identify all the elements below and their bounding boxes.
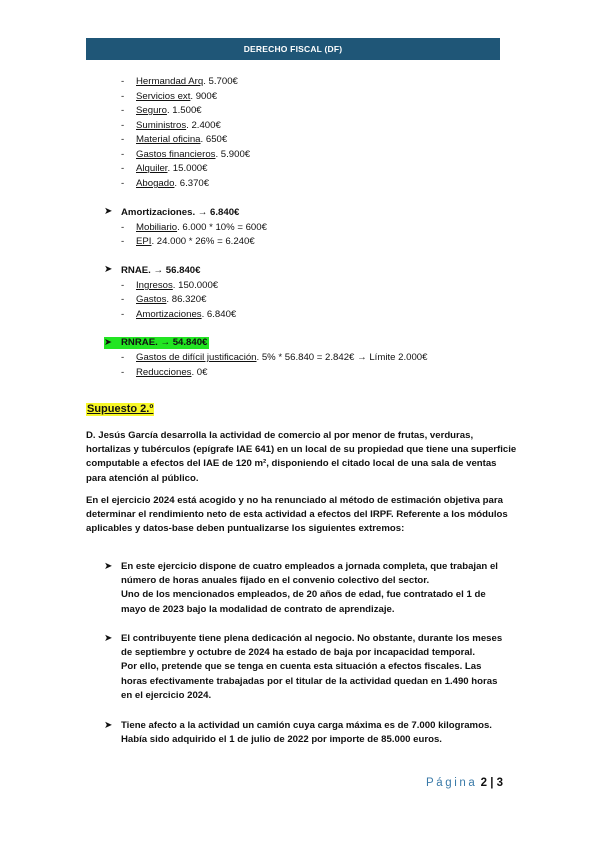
list-item: - Seguro. 1.500€	[121, 105, 202, 116]
list-item: - Amortizaciones. 6.840€	[121, 309, 237, 320]
section-heading: RNAE. → 56.840€	[121, 265, 201, 276]
list-item: - EPI. 24.000 * 26% = 6.240€	[121, 236, 255, 247]
dash-icon: -	[121, 222, 125, 233]
list-item: - Gastos de difícil justificación. 5% * 56.840 = 2.842€ → Límite 2.000€	[121, 352, 428, 363]
list-item: - Hermandad Arq. 5.700€	[121, 76, 238, 87]
list-item: - Mobiliario. 6.000 * 10% = 600€	[121, 222, 267, 233]
list-item: - Gastos financieros. 5.900€	[121, 149, 251, 160]
arrowhead-bullet-icon: ➤	[104, 206, 113, 217]
bullet-text: El contribuyente tiene plena dedicación al negocio. No obstante, durante los meses de septiembre y octubre de 2024 ha estado de baja por incapacidad temporal.	[121, 633, 503, 659]
section-heading: RNRAE. → 54.840€	[121, 337, 208, 348]
arrowhead-bullet-icon: ➤	[104, 633, 113, 644]
bullet-text: Uno de los mencionados empleados, de 20 años de edad, fue contratado el 1 de mayo de 2023 bajo la modalidad de contrato de aprendizaje.	[121, 589, 486, 615]
dash-icon: -	[121, 120, 125, 131]
paragraph: D. Jesús García desarrolla la actividad de comercio al por menor de frutas, verduras, hortalizas y tubérculos (epígrafe IAE 641) en un local de su propiedad que tiene una superficie computable a efectos del IAE de 120 m², disponiendo el citado local de una sala de ventas para atención al público.	[86, 430, 517, 484]
dash-icon: -	[121, 294, 125, 305]
list-item: - Gastos. 86.320€	[121, 294, 207, 305]
paragraph: En el ejercicio 2024 está acogido y no ha renunciado al método de estimación objetiva para determinar el rendimiento neto de esta actividad a efectos del IRPF. Referente a los módulos aplicables y datos-base deben puntualizarse los siguientes extremos:	[86, 495, 508, 535]
bullet-text: En este ejercicio dispone de cuatro empleados a jornada completa, que trabajan el número de horas anuales fijado en el convenio colectivo del sector.	[121, 561, 498, 587]
dash-icon: -	[121, 105, 125, 116]
dash-icon: -	[121, 352, 125, 363]
list-item: - Servicios ext. 900€	[121, 91, 218, 102]
header-title: DERECHO FISCAL (DF)	[243, 44, 343, 54]
arrowhead-bullet-icon: ➤	[104, 561, 113, 572]
highlighted-section	[104, 337, 209, 349]
list-item: - Abogado. 6.370€	[121, 178, 210, 189]
list-item	[121, 560, 509, 617]
list-item	[121, 719, 509, 747]
arrowhead-bullet-icon: ➤	[104, 337, 113, 348]
supuesto-title: Supuesto 2.º	[87, 403, 154, 415]
dash-icon: -	[121, 163, 125, 174]
arrowhead-bullet-icon: ➤	[104, 720, 113, 731]
dash-icon: -	[121, 280, 125, 291]
dash-icon: -	[121, 367, 125, 378]
list-item: - Suministros. 2.400€	[121, 120, 221, 131]
dash-icon: -	[121, 134, 125, 145]
bullet-text: Tiene afecto a la actividad un camión cuya carga máxima es de 7.000 kilogramos. Había sido adquirido el 1 de julio de 2022 por importe de 85.000 euros.	[121, 720, 492, 746]
bullet-text: Por ello, pretende que se tenga en cuenta esta situación a efectos fiscales. Las horas efectivamente trabajadas por el titular de la actividad quedan en 1.490 horas en el ejercicio 2024.	[121, 661, 498, 701]
dash-icon: -	[121, 236, 125, 247]
dash-icon: -	[121, 76, 125, 87]
page-header	[86, 38, 500, 60]
arrowhead-bullet-icon: ➤	[104, 264, 113, 275]
list-item: - Reducciones. 0€	[121, 367, 208, 378]
dash-icon: -	[121, 309, 125, 320]
dash-icon: -	[121, 149, 125, 160]
page-number: 2 | 3	[480, 777, 504, 789]
list-item	[121, 632, 509, 703]
list-item: - Material oficina. 650€	[121, 134, 228, 145]
dash-icon: -	[121, 91, 125, 102]
list-item: - Alquiler. 15.000€	[121, 163, 208, 174]
dash-icon: -	[121, 178, 125, 189]
page-word: Página	[426, 777, 478, 789]
list-item: - Ingresos. 150.000€	[121, 280, 219, 291]
page-footer	[426, 777, 503, 789]
section-heading: Amortizaciones. → 6.840€	[121, 207, 240, 218]
